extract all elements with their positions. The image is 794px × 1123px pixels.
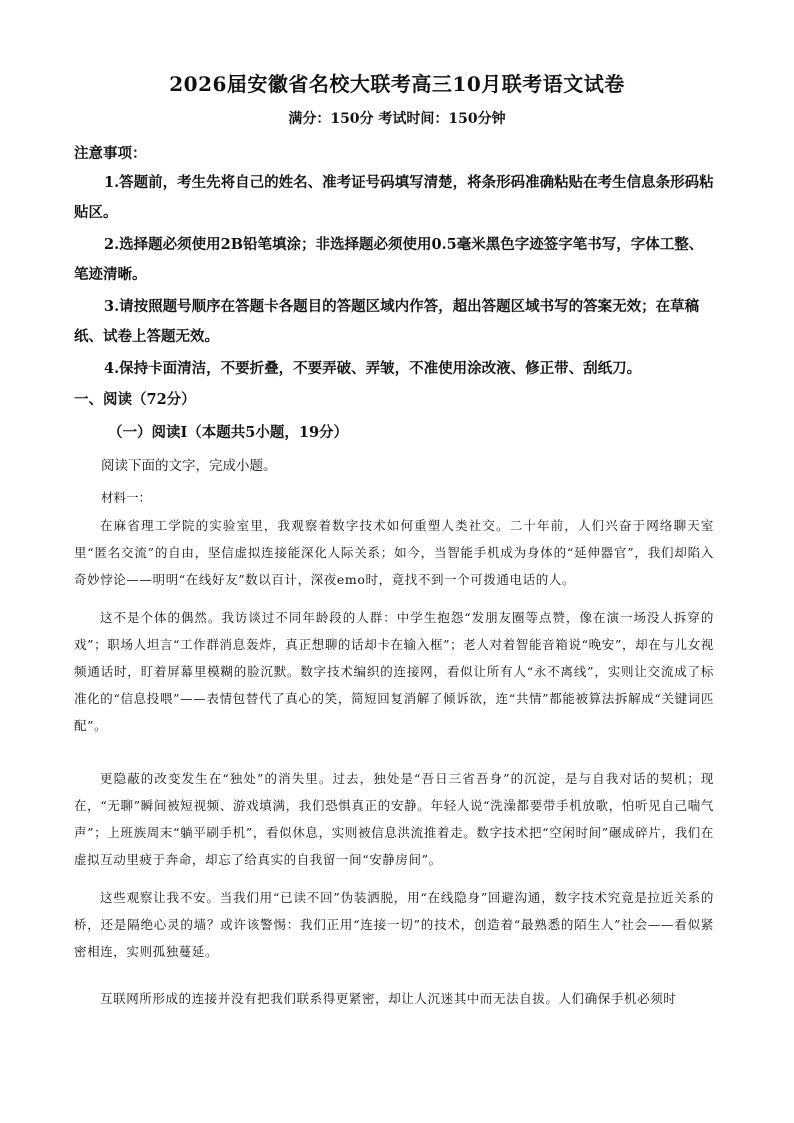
- score-time-line: 满分：150分 考试时间：150分钟: [288, 111, 506, 127]
- note-item-1: 1.答题前，考生先将自己的姓名、准考证号码填写清楚，将条形码准确粘贴在考生信息条形码粘贴区。: [74, 174, 714, 221]
- article-paragraph-3: 更隐蔽的改变发生在“独处”的消失里。过去，独处是“吾日三省吾身”的沉淀，是与自我对话的契机；现在，“无聊”瞬间被短视频、游戏填满，我们恐惧真正的安静。年轻人说“洗澡都要带手机放歌，怕听见自己喘气声”；上班族周末“躺平刷手机”，看似休息，实则被信息洪流推着走。数字技术把“空闲时间”碾成碎片，我们在虚拟互动里疲于奔命，却忘了给真实的自我留一间“安静房间”。: [74, 771, 714, 867]
- material-label: 材料一：: [101, 490, 152, 505]
- note-item-3: 3.请按照题号顺序在答题卡各题目的答题区域内作答，超出答题区域书写的答案无效；在草稿纸、试卷上答题无效。: [74, 298, 700, 345]
- section-heading: 一、阅读（72分）: [74, 391, 196, 408]
- article-paragraph-1: 在麻省理工学院的实验室里，我观察着数字技术如何重塑人类社交。二十年前，人们兴奋于网络聊天室里“匿名交流”的自由，坚信虚拟连接能深化人际关系；如今，当智能手机成为身体的“延伸器官”，我们却陷入奇妙悖论——明明“在线好友”数以百计，深夜emo时，竟找不到一个可拨通电话的人。: [74, 518, 714, 587]
- article-paragraph-5: 互联网所形成的连接并没有把我们联系得更紧密，却让人沉迷其中而无法自拔。人们确保手机必须时: [100, 991, 677, 1006]
- exam-title: 2026届安徽省名校大联考高三10月联考语文试卷: [169, 72, 625, 96]
- article-paragraph-4: 这些观察让我不安。当我们用“已读不回”伪装洒脱，用“在线隐身”回避沟通，数字技术究竟是拉近关系的桥，还是隔绝心灵的墙？或许该警惕：我们正用“连接一切”的技术，创造着“最熟悉的陌生人”社会——看似紧密相连，实则孤独蔓延。: [74, 890, 714, 959]
- subsection-heading: （一）阅读Ⅰ（本题共5小题，19分）: [108, 424, 349, 441]
- note-item-4: 4.保持卡面清洁，不要折叠，不要弄破、弄皱，不准使用涂改液、修正带、刮纸刀。: [104, 360, 642, 377]
- reading-instruction: 阅读下面的文字，完成小题。: [101, 458, 277, 474]
- notes-heading: 注意事项：: [74, 145, 147, 162]
- article-paragraph-2: 这不是个体的偶然。我访谈过不同年龄段的人群：中学生抱怨“发朋友圈等点赞，像在演一场没人拆穿的戏”；职场人坦言“工作群消息轰炸，真正想聊的话却卡在输入框”；老人对着智能音箱说“晚安”，却在与儿女视频通话时，盯着屏幕里模糊的脸沉默。数字技术编织的连接网，看似让所有人“永不离线”，实则让交流成了标准化的“信息投喂”——表情包替代了真心的笑，简短回复消解了倾诉欲，连“共情”都能被算法拆解成“关键词匹配”。: [74, 610, 714, 733]
- note-item-2: 2.选择题必须使用2B铅笔填涂；非选择题必须使用0.5毫米黑色字迹签字笔书写，字体工整、笔迹清晰。: [74, 236, 704, 283]
